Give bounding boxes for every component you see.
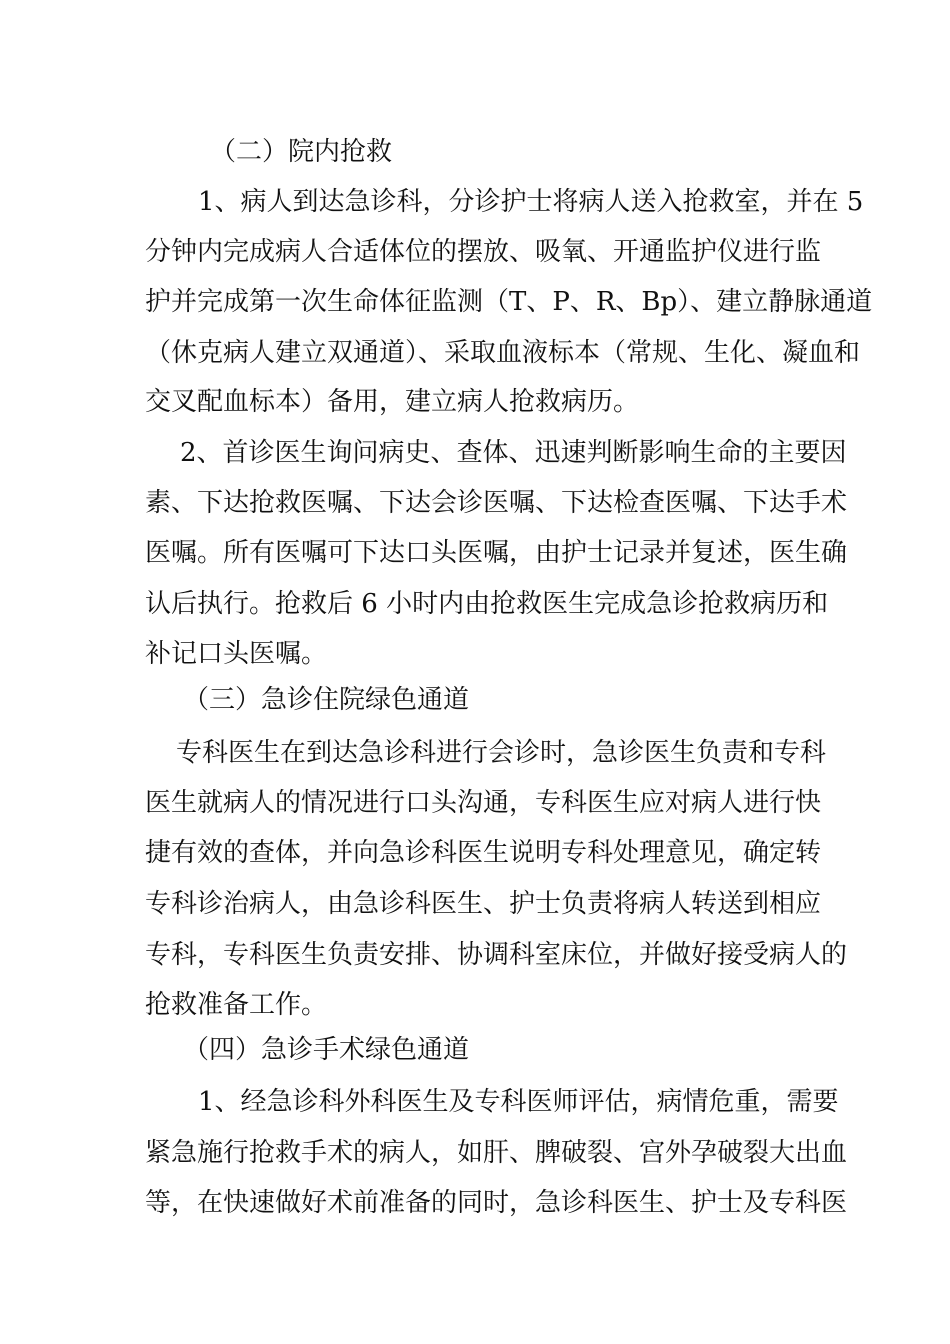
paragraph-line: 专科医生在到达急诊科进行会诊时，急诊医生负责和专科 (176, 738, 827, 768)
paragraph-line: 专科，专科医生负责安排、协调科室床位，并做好接受病人的 (145, 940, 848, 970)
section-heading: （四）急诊手术绿色通道 (183, 1035, 470, 1065)
paragraph-line: 1、经急诊科外科医生及专科医师评估，病情危重，需要 (198, 1087, 839, 1117)
paragraph-line: 交叉配血标本）备用，建立病人抢救病历。 (145, 387, 640, 417)
paragraph-line: 紧急施行抢救手术的病人，如肝、脾破裂、宫外孕破裂大出血 (145, 1138, 848, 1168)
paragraph-line: 2、首诊医生询问病史、查体、迅速判断影响生命的主要因 (180, 438, 847, 468)
section-heading: （二）院内抢救 (210, 137, 393, 167)
paragraph-line: 医生就病人的情况进行口头沟通，专科医生应对病人进行快 (145, 788, 822, 818)
paragraph-line: 专科诊治病人，由急诊科医生、护士负责将病人转送到相应 (145, 889, 822, 919)
paragraph-line: 补记口头医嘱。 (145, 639, 328, 669)
paragraph-line: 分钟内完成病人合适体位的摆放、吸氧、开通监护仪进行监 (145, 237, 822, 267)
paragraph-line: 捷有效的查体，并向急诊科医生说明专科处理意见，确定转 (145, 838, 822, 868)
paragraph-line: 1、病人到达急诊科，分诊护士将病人送入抢救室，并在 5 (198, 187, 864, 217)
paragraph-line: 护并完成第一次生命体征监测（T、P、R、Bp）、建立静脉通道 (145, 287, 873, 317)
paragraph-line: 等，在快速做好术前准备的同时，急诊科医生、护士及专科医 (145, 1188, 848, 1218)
paragraph-line: 素、下达抢救医嘱、下达会诊医嘱、下达检查医嘱、下达手术 (145, 488, 848, 518)
paragraph-line: 抢救准备工作。 (145, 990, 328, 1020)
section-heading: （三）急诊住院绿色通道 (183, 685, 470, 715)
paragraph-line: 医嘱。所有医嘱可下达口头医嘱，由护士记录并复述，医生确 (145, 538, 848, 568)
paragraph-line: （休克病人建立双通道）、采取血液标本（常规、生化、凝血和 (145, 338, 861, 368)
paragraph-line: 认后执行。抢救后 6 小时内由抢救医生完成急诊抢救病历和 (145, 589, 829, 619)
